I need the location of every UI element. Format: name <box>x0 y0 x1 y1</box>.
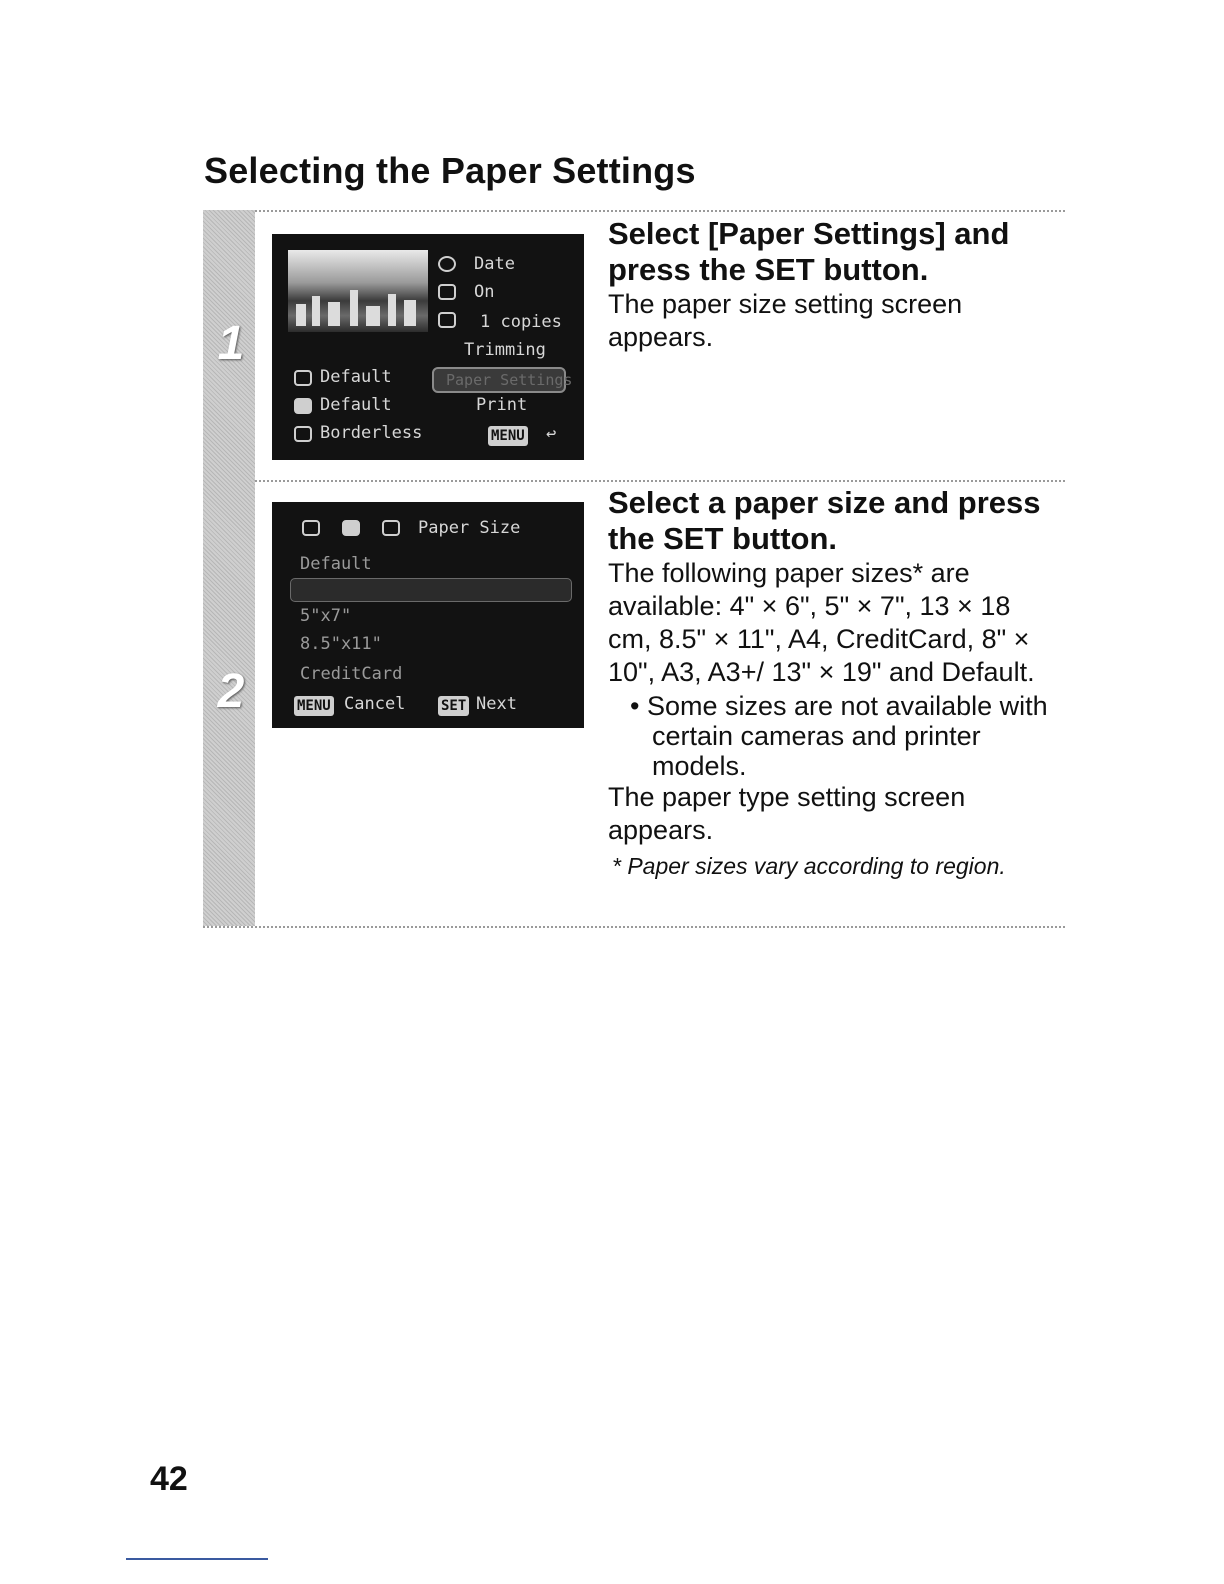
camera-screen-paper-size <box>272 502 584 728</box>
effect-on-label: On <box>474 282 495 302</box>
layout-icon <box>294 426 312 442</box>
footer-rule <box>126 1558 268 1560</box>
menu-key: MENU <box>294 696 334 716</box>
copies-label: 1 copies <box>480 312 562 332</box>
paper-type-default-label: Default <box>320 395 392 415</box>
step-divider-middle <box>255 480 1065 482</box>
step2-bullet: • Some sizes are not available with certain cameras and printer models. <box>630 691 1048 781</box>
option-selected-highlight <box>290 578 572 602</box>
step2-body: The following paper sizes* are available: 4" × 6", 5" × 7", 13 × 18 cm, 8.5" × 11", A4, CreditCard, 8" × 10", A3, A3+/ 13" × 19" and Default. <box>608 558 1035 687</box>
step-number-2: 2 <box>217 665 245 718</box>
next-label: Next <box>476 694 517 714</box>
back-icon: ↩ <box>546 424 557 444</box>
step2-body2: The paper type setting screen appears. <box>608 782 966 845</box>
paper-settings-label: Paper Settings <box>446 371 573 389</box>
layout-icon <box>382 520 400 536</box>
paper-settings-option <box>432 367 573 393</box>
option-8-5x11: 8.5"x11" <box>300 634 382 654</box>
step1-body: The paper size setting screen appears. <box>608 289 963 352</box>
page-number: 42 <box>150 1460 188 1498</box>
paper-size-icon <box>294 370 312 386</box>
cancel-label: Cancel <box>344 694 406 714</box>
step-sidebar <box>203 210 255 926</box>
option-creditcard: CreditCard <box>300 664 403 684</box>
paper-size-header: Paper Size <box>418 518 521 538</box>
paper-size-icon <box>302 520 320 536</box>
option-default: Default <box>300 554 372 574</box>
menu-key: MENU <box>488 426 528 446</box>
trimming-label: Trimming <box>464 340 546 360</box>
set-key: SET <box>438 696 469 716</box>
date-icon <box>438 256 456 272</box>
step2-heading: Select a paper size and press the SET button. <box>608 485 1041 556</box>
step1-text <box>608 216 1060 354</box>
layout-borderless-label: Borderless <box>320 423 423 443</box>
paper-type-icon <box>342 520 360 536</box>
step2-text <box>608 485 1060 881</box>
step2-note: * Paper sizes vary according to region. <box>612 853 1006 879</box>
option-5x7: 5"x7" <box>300 606 352 626</box>
page-title: Selecting the Paper Settings <box>204 150 696 191</box>
photo-thumbnail <box>288 250 428 332</box>
paper-size-default-label: Default <box>320 367 392 387</box>
camera-screen-print-settings <box>272 234 584 460</box>
date-label: Date <box>474 254 515 274</box>
step1-heading: Select [Paper Settings] and press the SET button. <box>608 216 1010 287</box>
paper-type-icon <box>294 398 312 414</box>
effect-icon <box>438 284 456 300</box>
step-number-1: 1 <box>217 317 245 370</box>
step-divider-top <box>255 210 1065 212</box>
print-label: Print <box>476 395 528 415</box>
copies-icon <box>438 312 456 328</box>
